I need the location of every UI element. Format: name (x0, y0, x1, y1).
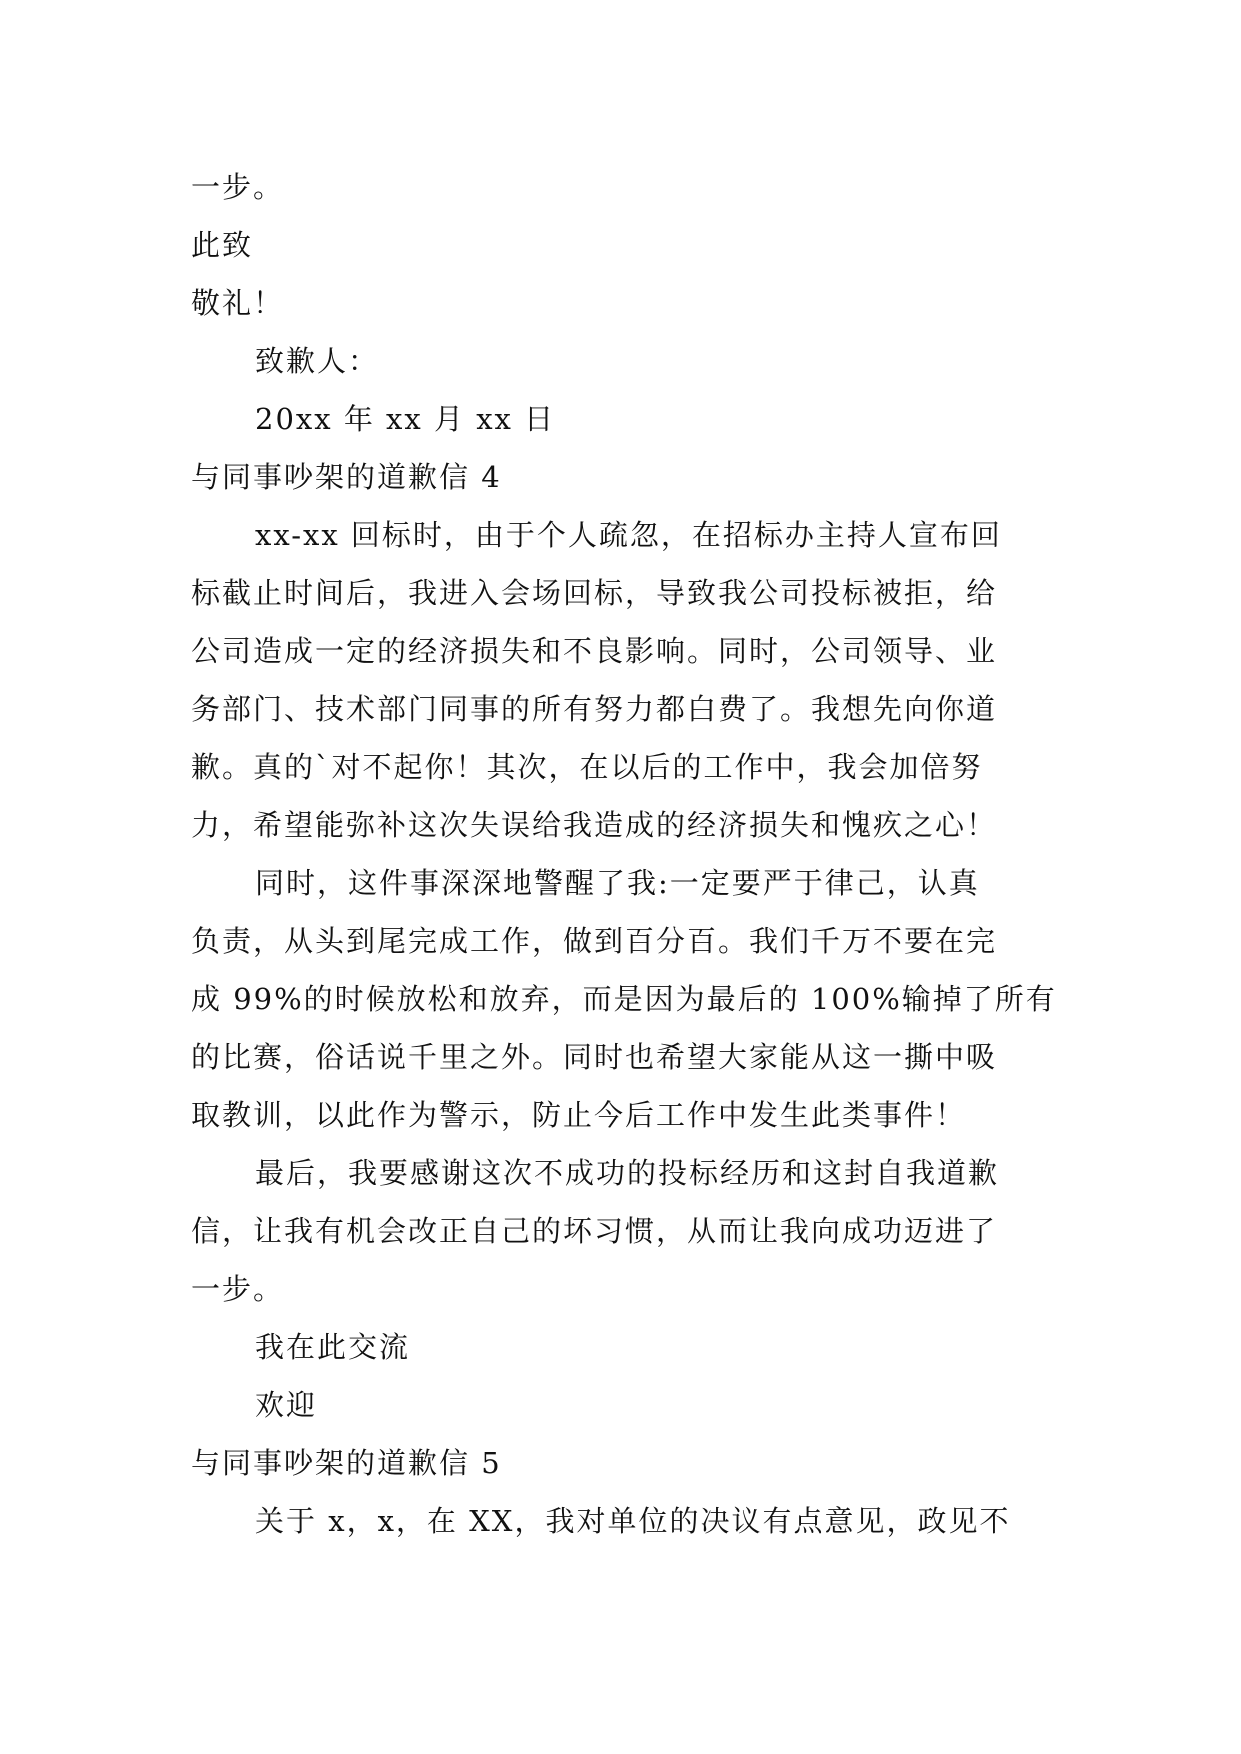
paragraph-line: 歉。真的`对不起你！其次，在以后的工作中，我会加倍努 (191, 750, 983, 784)
paragraph-line: 同时，这件事深深地警醒了我:一定要严于律己，认真 (255, 866, 980, 900)
paragraph-line: 信，让我有机会改正自己的坏习惯，从而让我向成功迈进了 (191, 1214, 998, 1248)
paragraph-line: 务部门、技术部门同事的所有努力都白费了。我想先向你道 (191, 692, 998, 726)
paragraph-line: 的比赛，俗话说千里之外。同时也希望大家能从这一撕中吸 (191, 1040, 998, 1074)
closing-line: 欢迎 (255, 1388, 318, 1422)
signature-label: 致歉人： (255, 344, 380, 378)
paragraph-line: xx-xx 回标时，由于个人疏忽，在招标办主持人宣布回 (255, 518, 1002, 552)
text-line: 一步。 (191, 170, 285, 204)
paragraph-line: 最后，我要感谢这次不成功的投标经历和这封自我道歉 (255, 1156, 1000, 1190)
closing-regards: 敬礼！ (191, 286, 285, 320)
paragraph-line: 公司造成一定的经济损失和不良影响。同时，公司领导、业 (191, 634, 998, 668)
closing-line: 我在此交流 (255, 1330, 411, 1364)
paragraph-line: 关于 x，x，在 XX，我对单位的决议有点意见，政见不 (255, 1504, 1011, 1538)
closing-salutation: 此致 (191, 228, 254, 262)
paragraph-line: 成 99%的时候放松和放弃，而是因为最后的 100%输掉了所有 (191, 982, 1057, 1016)
paragraph-line: 力，希望能弥补这次失误给我造成的经济损失和愧疚之心！ (191, 808, 998, 842)
paragraph-line: 负责，从头到尾完成工作，做到百分百。我们千万不要在完 (191, 924, 998, 958)
paragraph-line: 取教训，以此作为警示，防止今后工作中发生此类事件！ (191, 1098, 967, 1132)
section-heading: 与同事吵架的道歉信 5 (191, 1446, 502, 1480)
section-heading: 与同事吵架的道歉信 4 (191, 460, 502, 494)
paragraph-line: 一步。 (191, 1272, 285, 1306)
paragraph-line: 标截止时间后，我进入会场回标，导致我公司投标被拒，给 (191, 576, 998, 610)
date-line: 20xx 年 xx 月 xx 日 (255, 402, 556, 436)
